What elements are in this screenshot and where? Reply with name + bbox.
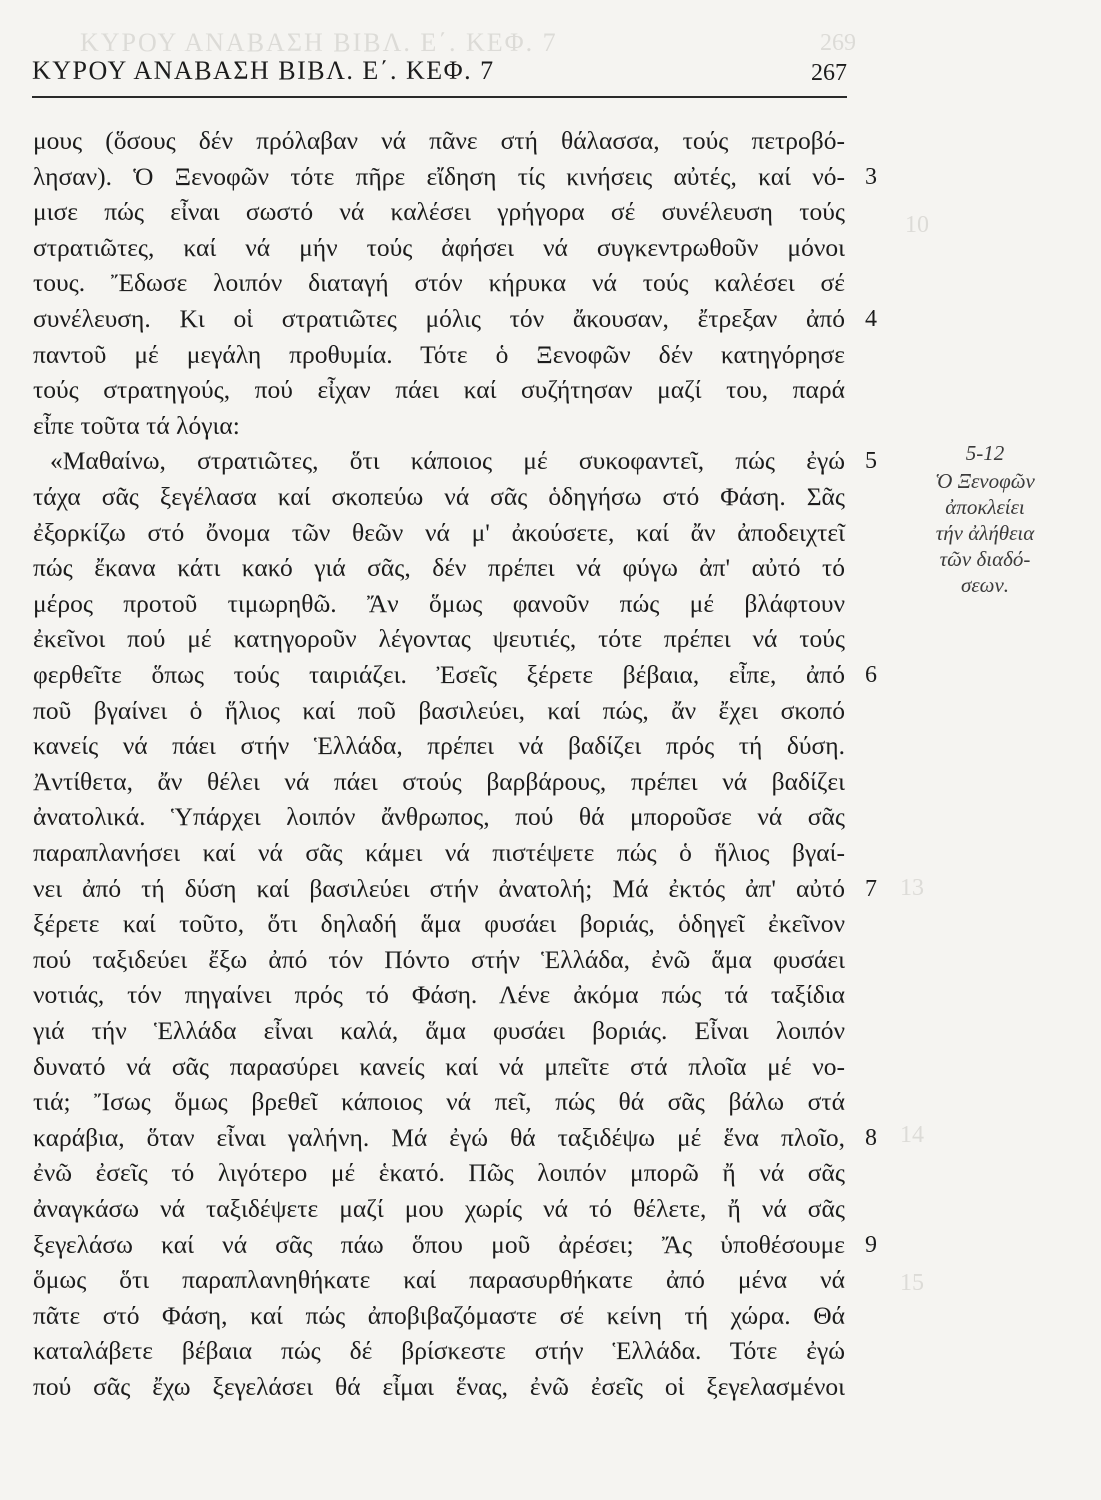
text-line: τους. Ἔδωσε λοιπόν διαταγή στόν κήρυκα νά τούς καλέσει σέ bbox=[33, 268, 845, 298]
text-line: κανείς νά πάει στήν Ἑλλάδα, πρέπει νά βαδίζει πρός τή δύση. bbox=[33, 731, 845, 761]
margin-note-line: τῶν διαδό- bbox=[939, 547, 1031, 571]
text-line: τιά; Ἴσως ὅμως βρεθεῖ κάποιος νά πεῖ, πώς θά σᾶς βάλω στά bbox=[33, 1087, 845, 1117]
text-line: μισε πώς εἶναι σωστό νά καλέσει γρήγορα σέ συνέλευση τούς bbox=[33, 197, 845, 227]
text-line: στρατιῶτες, καί νά μήν τούς ἀφήσει νά συγκεντρωθοῦν μόνοι bbox=[33, 232, 845, 262]
text-line: τούς στρατηγούς, πού εἶχαν πάει καί συζήτησαν μαζί του, παρά bbox=[33, 375, 845, 405]
margin-note-range: 5-12 bbox=[965, 441, 1005, 465]
section-number: 5 bbox=[865, 448, 877, 475]
margin-note-line: σεων. bbox=[960, 573, 1010, 597]
ghost-number: 13 bbox=[900, 875, 924, 901]
text-line: πᾶτε στό Φάση, καί πώς ἀποβιβαζόμαστε σέ κείνη τή χώρα. Θά bbox=[33, 1300, 845, 1330]
ghost-page-number: 269 bbox=[820, 30, 856, 56]
text-line: πώς ἔκανα κάτι κακό γιά σᾶς, δέν πρέπει νά φύγω ἀπ' αὐτό τό bbox=[33, 553, 845, 583]
text-line: παραπλανήσει καί νά σᾶς κάμει νά πιστέψετε πώς ὁ ἥλιος βγαί- bbox=[33, 838, 845, 867]
section-number: 7 bbox=[865, 875, 877, 902]
text-line: ποῦ βγαίνει ὁ ἥλιος καί ποῦ βασιλεύει, καί πώς, ἄν ἔχει σκοπό bbox=[33, 695, 845, 725]
text-line: μέρος προτοῦ τιμωρηθῶ. Ἄν ὅμως φανοῦν πώς μέ βλάφτουν bbox=[33, 588, 845, 618]
text-line: ξέρετε καί τοῦτο, ὅτι δηλαδή ἅμα φυσάει βοριάς, ὁδηγεῖ ἐκεῖνον bbox=[33, 909, 845, 939]
text-line: ἀναγκάσω νά ταξιδέψετε μαζί μου χωρίς νά τό θέλετε, ἤ νά σᾶς bbox=[33, 1194, 845, 1223]
text-line: ἐξορκίζω στό ὄνομα τῶν θεῶν νά μ' ἀκούσετε, καί ἄν ἀποδειχτεῖ bbox=[33, 517, 845, 547]
ghost-header: ΚΥΡΟΥ ΑΝΑΒΑΣΗ ΒΙΒΛ. Ε΄. ΚΕΦ. 7 bbox=[80, 28, 558, 57]
section-number: 4 bbox=[865, 306, 877, 332]
text-line: Ἀντίθετα, ἄν θέλει νά πάει στούς βαρβάρους, πρέπει νά βαδίζει bbox=[33, 766, 845, 796]
page-number: 267 bbox=[811, 60, 847, 86]
running-header bbox=[32, 56, 847, 98]
text-line: νει ἀπό τή δύση καί βασιλεύει στήν ἀνατολή; Μά ἐκτός ἀπ' αὐτό bbox=[33, 873, 845, 903]
margin-note-line: τήν ἀλήθεια bbox=[935, 521, 1035, 545]
text-line: νοτιάς, τόν πηγαίνει πρός τό Φάση. Λένε ἀκόμα πώς τά ταξίδια bbox=[33, 980, 845, 1010]
text-line: εἶπε τοῦτα τά λόγια: bbox=[33, 410, 240, 440]
margin-note-line: Ὁ Ξενοφῶν bbox=[935, 469, 1035, 493]
text-line: πού σᾶς ἔχω ξεγελάσει θά εἶμαι ἕνας, ἐνῶ ἐσεῖς οἱ ξεγελασμένοι bbox=[33, 1372, 845, 1401]
text-line: ὅμως ὅτι παραπλανηθήκατε καί παρασυρθήκατε ἀπό μένα νά bbox=[33, 1265, 845, 1295]
running-title: ΚΥΡΟΥ ΑΝΑΒΑΣΗ ΒΙΒΛ. Ε΄. ΚΕΦ. 7 bbox=[32, 56, 495, 85]
text-line: καράβια, ὅταν εἶναι γαλήνη. Μά ἐγώ θά ταξιδέψω μέ ἕνα πλοῖο, bbox=[33, 1122, 845, 1152]
text-line: καταλάβετε βέβαια πώς δέ βρίσκεστε στήν Ἑλλάδα. Τότε ἐγώ bbox=[33, 1336, 845, 1366]
ghost-number: 10 bbox=[905, 212, 929, 238]
ghost-number: 14 bbox=[900, 1122, 924, 1148]
text-line: μους (ὅσους δέν πρόλαβαν νά πᾶνε στή θάλασσα, τούς πετροβό- bbox=[33, 126, 845, 155]
text-line: ξεγελάσω καί νά σᾶς πάω ὅπου μοῦ ἀρέσει; Ἄς ὑποθέσουμε bbox=[33, 1229, 845, 1259]
text-line: λησαν). Ὁ Ξενοφῶν τότε πῆρε εἴδηση τίς κινήσεις αὐτές, καί νό- bbox=[33, 161, 845, 191]
text-line: δυνατό νά σᾶς παρασύρει κανείς καί νά μπεῖτε στά πλοῖα μέ νο- bbox=[33, 1051, 845, 1081]
text-line: παντοῦ μέ μεγάλη προθυμία. Τότε ὁ Ξενοφῶν δέν κατηγόρησε bbox=[33, 339, 845, 369]
text-line: ἐνῶ ἐσεῖς τό λιγότερο μέ ἑκατό. Πῶς λοιπόν μπορῶ ἤ νά σᾶς bbox=[33, 1158, 845, 1188]
section-number: 8 bbox=[865, 1124, 877, 1151]
text-line: «Μαθαίνω, στρατιῶτες, ὅτι κάποιος μέ συκοφαντεῖ, πώς ἐγώ bbox=[50, 446, 845, 476]
text-line: γιά τήν Ἑλλάδα εἶναι καλά, ἅμα φυσάει βοριάς. Εἶναι λοιπόν bbox=[33, 1016, 845, 1045]
text-line: φερθεῖτε ὅπως τούς ταιριάζει. Ἐσεῖς ξέρετε βέβαια, εἶπε, ἀπό bbox=[33, 660, 845, 689]
section-number: 9 bbox=[865, 1231, 877, 1258]
section-number: 3 bbox=[865, 163, 877, 190]
margin-note bbox=[895, 440, 1075, 598]
margin-note-line: ἀποκλείει bbox=[945, 495, 1025, 519]
text-line: συνέλευση. Κι οἱ στρατιῶτες μόλις τόν ἄκουσαν, ἔτρεξαν ἀπό bbox=[33, 304, 845, 333]
text-line: τάχα σᾶς ξεγέλασα καί σκοπεύω νά σᾶς ὁδηγήσω στό Φάση. Σᾶς bbox=[33, 482, 845, 511]
ghost-number: 15 bbox=[900, 1270, 924, 1296]
text-line: ἐκεῖνοι πού μέ κατηγοροῦν λέγοντας ψευτιές, τότε πρέπει νά τούς bbox=[33, 624, 845, 654]
section-number: 6 bbox=[865, 662, 877, 688]
text-line: πού ταξιδεύει ἔξω ἀπό τόν Πόντο στήν Ἑλλάδα, ἐνῶ ἅμα φυσάει bbox=[33, 944, 845, 974]
text-line: ἀνατολικά. Ὑπάρχει λοιπόν ἄνθρωπος, πού θά μποροῦσε νά σᾶς bbox=[33, 802, 845, 832]
